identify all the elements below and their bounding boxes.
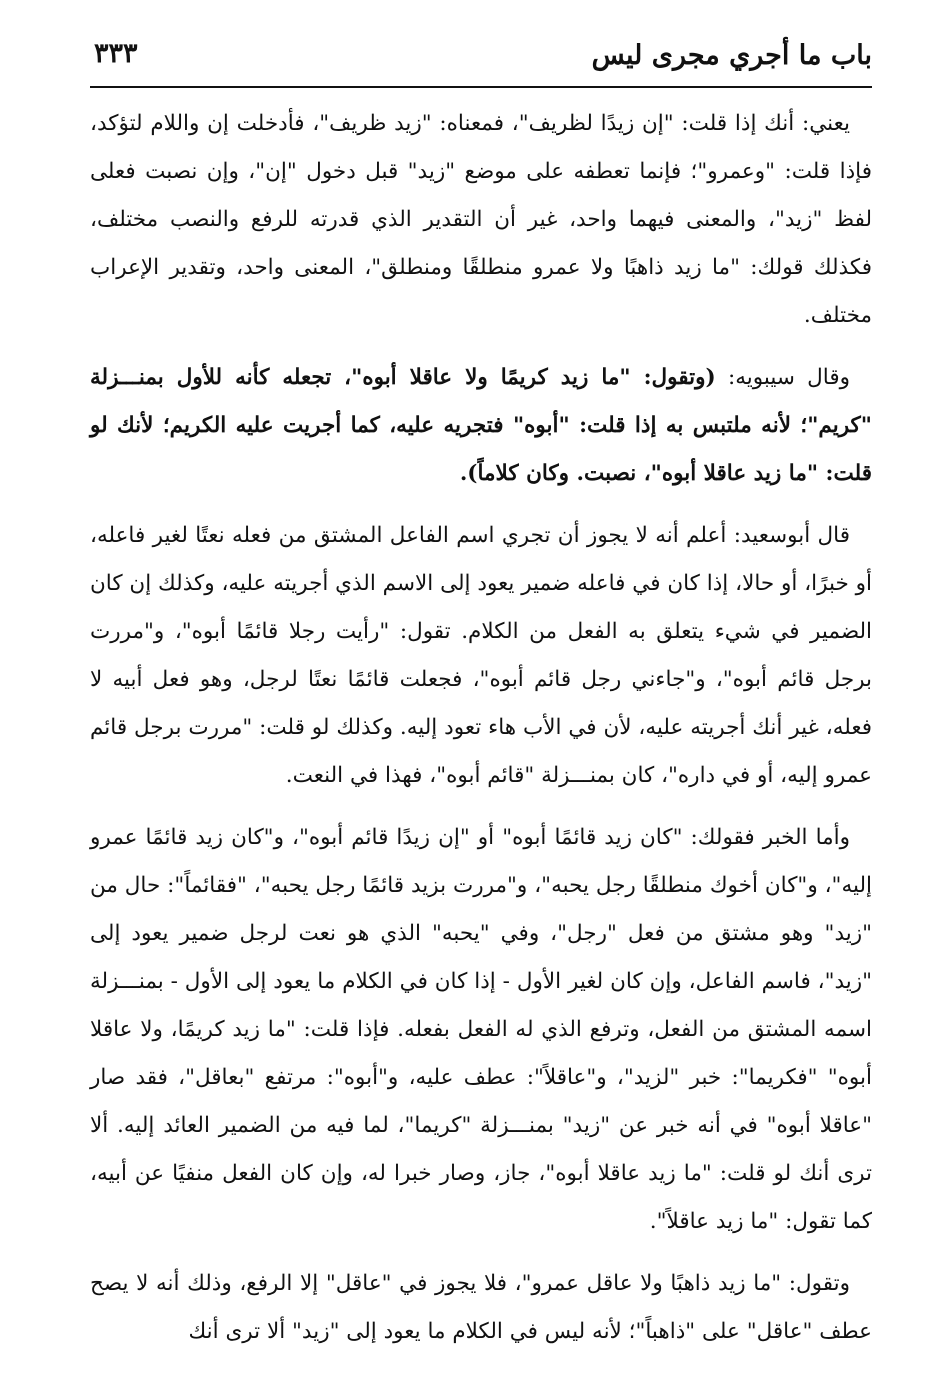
running-title: باب ما أجري مجرى ليس (591, 40, 872, 71)
quote-text: (وتقول: "ما زيد كريمًا ولا عاقلا أبوه"، تجعله كأنه للأول بمنـــزلة "كريم"؛ لأنه ملتبس به إذا قلت: "أبوه" فتجريه عليه، كما أجريت عليه الكريم؛ لأنك لو قلت: "ما زيد عاقلا أبوه"، نصبت. وكان كلاماً). (90, 365, 872, 486)
body-text (90, 100, 872, 1356)
book-page (90, 30, 872, 1370)
page-number: ٣٣٣ (94, 38, 138, 69)
paragraph-3: قال أبوسعيد: أعلم أنه لا يجوز أن تجري اسم الفاعل المشتق من فعله نعتًا لغير فاعله، أو خبرًا، أو حالا، إذا كان في فاعله ضمير يعود إلى الاسم الذي أجريته عليه، وكذلك إن كان الضمير في شيء يتعلق به الفعل من الكلام. تقول: "رأيت رجلا قائمًا أبوه"، و"مررت برجل قائم أبوه"، و"جاءني رجل قائم أبوه"، فجعلت قائمًا نعتًا لرجل، وهو فعل أبيه لا فعله، غير أنك أجريته عليه، لأن في الأب هاء تعود إليه. وكذلك لو قلت: "مررت برجل قائم عمرو إليه، أو في داره"، كان بمنـــزلة "قائم أبوه"، فهذا في النعت. (90, 523, 872, 788)
paragraph-4: وأما الخبر فقولك: "كان زيد قائمًا أبوه" أو "إن زيدًا قائم أبوه"، و"كان زيد قائمًا عمرو إليه"، و"كان أخوك منطلقًا رجل يحبه"، و"مررت بزيد قائمًا رجل يحبه"، "فقائماً": حال من "زيد" وهو مشتق من فعل "رجل"، وفي "يحبه" الذي هو نعت لرجل ضمير يعود إلى "زيد"، فاسم الفاعل، وإن كان لغير الأول - إذا كان في الكلام ما يعود إلى الأول - بمنـــزلة اسمه المشتق من الفعل، وترفع الذي له الفعل بفعله. فإذا قلت: "ما زيد كريمًا، ولا عاقلا أبوه" "فكريما": خبر "لزيد"، و"عاقلاً": عطف عليه، و"أبوه": مرتفع "بعاقل"، فقد صار "عاقلا أبوه" في أنه خبر عن "زيد" بمنـــزلة "كريما"، لما فيه من الضمير العائد إليه. ألا ترى أنك لو قلت: "ما زيد عاقلا أبوه"، جاز، وصار خبرا له، وإن كان الفعل منفيًا عن أبيه، كما تقول: "ما زيد عاقلاً". (90, 825, 872, 1234)
paragraph-1: يعني: أنك إذا قلت: "إن زيدًا لظريف"، فمعناه: "زيد ظريف"، فأدخلت إن واللام لتؤكد، فإذا قلت: "وعمرو"؛ فإنما تعطفه على موضع "زيد" قبل دخول "إن"، وإن نصبت فعلى لفظ "زيد"، والمعنى فيهما واحد، غير أن التقدير الذي قدرته للرفع والنصب مختلف، فكذلك قولك: "ما زيد ذاهبًا ولا عمرو منطلقًا ومنطلق"، المعنى واحد، وتقدير الإعراب مختلف. (90, 111, 872, 328)
quote-lead: وقال سيبويه: (715, 365, 850, 390)
page-header (90, 30, 872, 88)
paragraph-5: وتقول: "ما زيد ذاهبًا ولا عاقل عمرو"، فلا يجوز في "عاقل" إلا الرفع، وذلك أنه لا يصح عطف "عاقل" على "ذاهباً"؛ لأنه ليس في الكلام ما يعود إلى "زيد" ألا ترى أنك (90, 1271, 872, 1344)
paragraph-2-sibawayh-quote (90, 354, 872, 498)
